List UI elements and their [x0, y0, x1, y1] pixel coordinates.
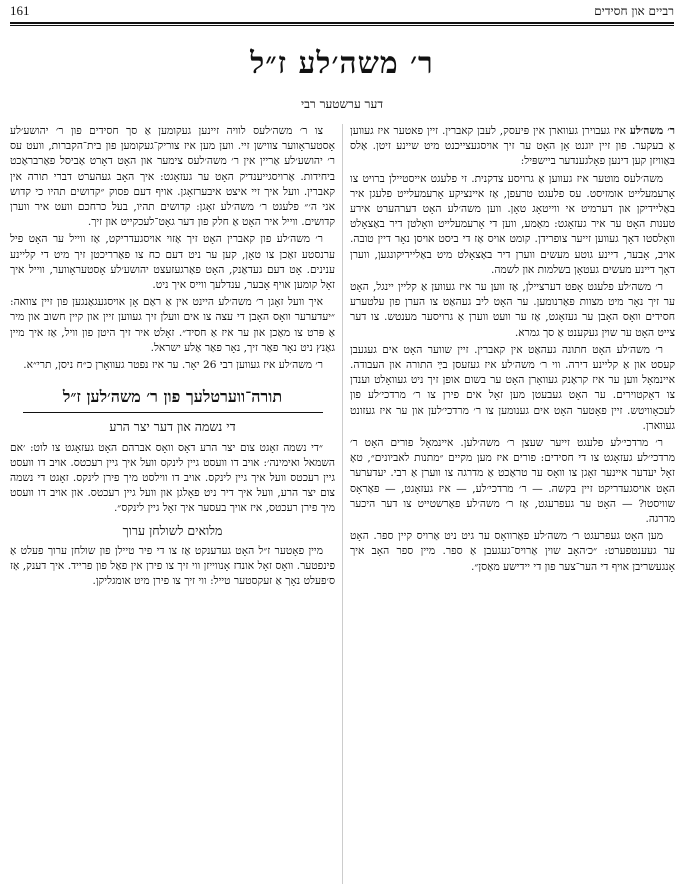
paragraph: מיין פאָטער ז״ל האָט געדענקט אַז צו די פיר טיילן פון שולחן ערוך פעלט אַ פינפטער. וואָס זאָל אונדז אָנווייזן ווי זיך צו פירן אין פאַל פון פרייד. איך דענק, אַז ס׳פעלט נאָך אַ זעקסטער טייל: ווי זיך צו פירן מיט אומגליקן. — [10, 544, 335, 588]
subsection-title: די נשמה און דער יצר הרע — [109, 419, 236, 435]
paragraph: ר׳ משה׳לע איז געווען רבי 26 יאָר. ער איז נפטר געוואָרן כ״ח ניסן, תרי״א. — [23, 359, 323, 372]
paragraph: ״די נשמה זאָגט צום יצר הרע דאָס וואָס אברהם האָט געזאָגט צו לוט: ׳אם השמאל ואימינה׳: אויב דו וועסט גיין לינקס וועל איך גיין רעכטס. אויב דו וועסט גיין רעכטס וועל איך גיין לינקס. אויב דו ווילסט מיך פירן לינקס. זאָגט די נשמה צום יצר הרע, וועל איך דיר ניט פאָלגן און וועל גיין רעכטס. און אויב דו וועסט מיך פירן רעכטס, איז אויך בעסער איך זאָל גיין לינקס״. — [10, 441, 335, 515]
paragraph: ר׳ משה׳לע פלעגט אָפט דערציילן, אַז ווען ער איז געווען אַ קליין יינגל, האָט ער זיך נאָר מיט מצוות פאַרנומען. ער האָט ליב געהאַט צו הערן פון עלטערע חסידים וואָס האָבן ער געזאָגט, אַז ער וועט ווערן אַ גרויסער מענטש. צו דער צייט האָט ער שוין געקענט אַ סך גמרא. — [350, 281, 675, 339]
page-number: 161 — [10, 3, 30, 18]
paragraph: ר׳ משה׳לע איז געבוירן געווארן אין פּיעסק, לעבן קאברין. זיין פאטער איז געווען אַ בעקער. פון זיין יוגנט אָן האָט ער זיך אויסגעצייכנט מיט שיינע זיטן. אַלס בּאַוויזן קען דינען פאָלגענדער ביישפּיל: — [350, 125, 675, 168]
paragraph: איך וועל זאָגן ר׳ משה׳לע היינט אין אַ ראַם אָן אויסגעגאַנגען פון זיין צוואה: ״יעדערער וואָס האָבן די עצה צו אים וועלן זיך געווען זיין און קיין חשוב און מיר אַ פּרט צו מאַכן און ער איז אַ חסיד״. זאָלט איר זיך היטן פון וויל, אַז איך מיין גאַנץ ניט נאָר פאַר זיך, נאָר פאַר אַלע ישראל. — [10, 296, 335, 354]
section-title: תורה־ווערטלעך פון ר׳ משה׳לען ז״ל — [62, 387, 283, 407]
paragraph: ר׳ משה׳לע האָט חתונה געהאַט אין קאברין. זיין שווער האָט אים געגעבן קעסט און אַ קליינע דירה. ווי ר׳ משה׳לע איז געזעסן בײַ התורה און העבודה. איינמאָל ווען ער איז קראַנק געוואָרן האָט ער בשום אופן זיך ניט געוואָלט וענדן צו דאָקטוירים. ער האָט געבעטן מען זאָל אים פירן צו ר׳ מרדכי׳לע פון לעכאָוויטש. זיין פאָטער האָט אים גענומען צו ר׳ מרדכי׳לען און ער איז געזונט געווארן. — [350, 343, 675, 432]
paragraph: מען האָט געפרעגט ר׳ משה׳לע פאַרוואָס ער גיט ניט אַרויס קיין ספר. האָט ער געענטפערט: ״כ׳האָב שוין אַרויס־געגעבן אַ ספר. מיין ספר האָב איך אָנגעשריבן אויף די הער־צער פון די יידישע מאַסן״. — [350, 530, 675, 573]
section-rule — [23, 412, 323, 413]
article-subtitle: דער ערשטער רבי — [300, 97, 384, 111]
running-title: רביים און חסידים — [594, 3, 674, 18]
paragraph: צו ר׳ משה׳לעס לוויה זיינען געקומען אַ סך חסידים פון ר׳ יהושע׳לע אָסטעראָווער צווישן זיי. ווען מען איז צוריק־געקומען פון בית־הקברות, וועט עס ר׳ יהושע׳לע אַריין אין ר׳ משה׳לעס צימער און האָט דאָרט אַביסל פאַרבראַכט ביחידות. אַרויסגייענדיק האָט ער געזאָגט: איך האָב געהערט דברי תורה אין קאברין. וועל איך זיי איצט איבערזאָגן. אויף דעם פסוק ״קדושים תהיו כי קדוש אני ה׳״ פלעגט ר׳ משה׳לע זאָגן: קדושים תהיו, בעל כרחכם וועט איר ווערן קדושים. ווייל איר האָט אַ חלק פון דער גאָט־לעכקייט און זיך. — [10, 125, 335, 229]
lead-words: ר׳ משה׳לע — [629, 125, 675, 137]
article-title: ר׳ משה׳לע ז״ל — [250, 46, 434, 81]
paragraph: ר׳ מרדכי׳לע פלעגט זייער שעצן ר׳ משה׳לען. איינמאָל פורים האָט ר׳ מרדכי׳לע געזאָגט צו די חסידים: פורים איז מען מקיים ״מתנות לאביונים״, טאָ זאָל יעדער איינער זאָגן צו וואָס ער טראַכט אַ מדרגה צו ווערן אַ רבי. יעדערער האָט אויסגעדריקט זיין בקשה. — ר׳ מרדכי׳לע, — איז געזאָגט, — פאַראָס שוויסטו? — האָט ער געפרעגט, אַז ר׳ משה׳לע פאַרשטייט צו דער היכער מדרגה. — [350, 437, 675, 526]
subsection-title: מלואים לשולחן ערוך — [122, 522, 223, 538]
column-divider — [342, 124, 343, 884]
paragraph: משה׳לעס מוטער איז געווען אַ גרויסע צדקנית. זי פלעגט אייסטיילן ברויט צו אָרעמעלייט אומזיסט. עס פלעגט טרעפן, אַז איינציקע אָרעמעלייט פלעגן איר באַליידיקן און דערמיט אי ווייטאָג טאָן. ווען משה׳לע האָט דערהערט אירע טענות האָט ער איר געזאָגט: מאַמע, ווען די אָרעמעלייט וואָלטן דיר באַצאָלט וואָלסטו דאָך געווען זייער צופרידן. קומט אויס אַז די ביסט אויסן נאָר דיין טובה. אויב, אָבער, דיינע גוטע מעשים ווערן דיר באַצאָלט מיט באַליידיקונגען, ווערן דאָך דיינע מעשים געטאָן בשלמות און לשמה. — [350, 172, 675, 276]
page-header — [10, 0, 674, 24]
header-rule — [10, 25, 674, 26]
left-column — [10, 124, 335, 591]
right-column — [350, 124, 675, 577]
paragraph: ר׳ משה׳לע פון קאברין האָט זיך אַזוי אויסגעדריקט, אַז ווייל ער האָט פיל ערנסטע זאַכן צו טאָן, קען ער ניט דעם כח צו פאַרריכטן זיך מיט די קליינע ענינים. אָט דעם געדאַנק, האָט פאַרגעזעצט יהושע׳לע אָסטעראָווער, ווייל איך זאָל קומען אויף אָבער, ענדלעך ווייס איך ניט. — [10, 233, 335, 292]
